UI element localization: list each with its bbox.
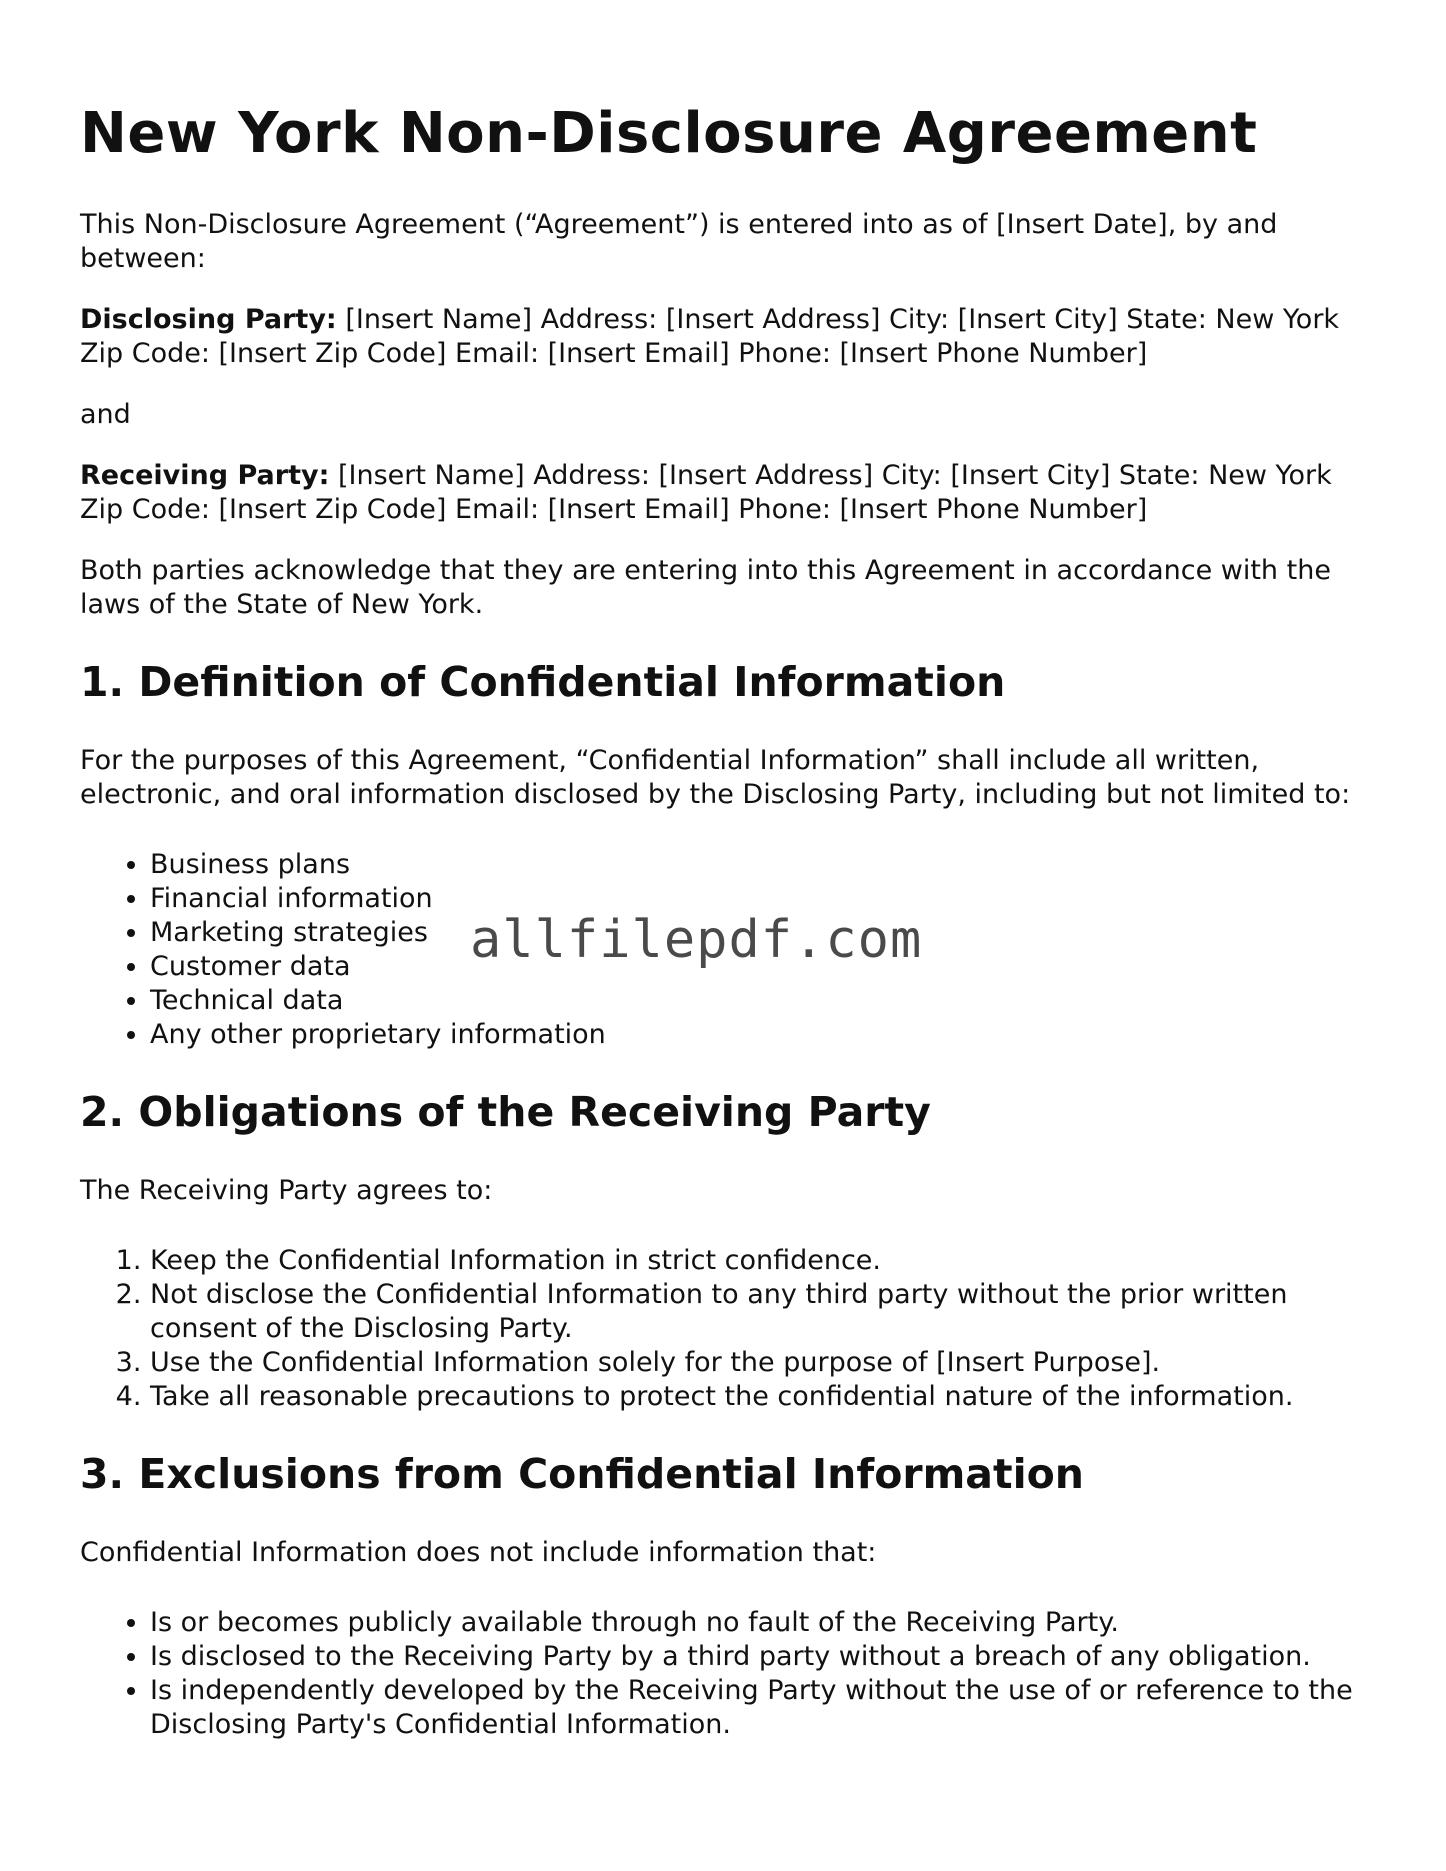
intro-paragraph: This Non-Disclosure Agreement (“Agreement”) is entered into as of [Insert Date], by and between: — [80, 209, 1278, 274]
disclosing-party-paragraph — [80, 303, 1370, 371]
list-item: • Is independently developed by the Receiving Party without the use of or reference to the Disclosing Party's Confidential Information. — [150, 1674, 1370, 1742]
disclosing-party-details: [Insert Name] Address: [Insert Address] City: [Insert City] State: New York Zip Code: [Insert Zip Code] Email: [Insert Email] Phone: [Insert Phone Number] — [80, 304, 1340, 369]
section1-heading: 1. Definition of Confidential Information — [80, 658, 1006, 706]
list-item: 4. Take all reasonable precautions to protect the confidential nature of the information. — [150, 1380, 1370, 1414]
disclosing-party-label: Disclosing Party: — [80, 304, 337, 335]
section3-list — [80, 1606, 1370, 1742]
receiving-party-details: [Insert Name] Address: [Insert Address] City: [Insert City] State: New York Zip Code: [Insert Zip Code] Email: [Insert Email] Phone: [Insert Phone Number] — [80, 460, 1332, 525]
section3-text: Confidential Information does not include information that: — [80, 1537, 877, 1568]
list-item: • Technical data — [150, 984, 1370, 1018]
acknowledge-paragraph: Both parties acknowledge that they are entering into this Agreement in accordance with the laws of the State of New York. — [80, 555, 1331, 620]
receiving-party-label: Receiving Party: — [80, 460, 330, 491]
and-text: and — [80, 399, 131, 430]
list-item: 2. Not disclose the Confidential Information to any third party without the prior written consent of the Disclosing Party. — [150, 1278, 1370, 1346]
list-item: 1. Keep the Confidential Information in strict confidence. — [150, 1244, 1370, 1278]
section1-text: For the purposes of this Agreement, “Confidential Information” shall include all written, electronic, and oral information disclosed by the Disclosing Party, including but not limited to: — [80, 745, 1351, 810]
watermark: allfilepdf.com — [470, 910, 923, 970]
list-item: • Customer data — [150, 950, 1370, 984]
receiving-party-paragraph — [80, 459, 1370, 527]
list-item: • Financial information — [150, 882, 1370, 916]
section2-text: The Receiving Party agrees to: — [80, 1175, 493, 1206]
section3-heading: 3. Exclusions from Confidential Information — [80, 1450, 1084, 1498]
list-item: • Any other proprietary information — [150, 1018, 1370, 1052]
section2-heading: 2. Obligations of the Receiving Party — [80, 1088, 931, 1136]
list-item: • Is or becomes publicly available through no fault of the Receiving Party. — [150, 1606, 1370, 1640]
list-item: • Business plans — [150, 848, 1370, 882]
list-item: 3. Use the Confidential Information solely for the purpose of [Insert Purpose]. — [150, 1346, 1370, 1380]
document-title: New York Non-Disclosure Agreement — [80, 101, 1258, 166]
list-item: • Is disclosed to the Receiving Party by a third party without a breach of any obligation. — [150, 1640, 1370, 1674]
list-item: • Marketing strategies — [150, 916, 1370, 950]
section2-list — [80, 1244, 1370, 1414]
